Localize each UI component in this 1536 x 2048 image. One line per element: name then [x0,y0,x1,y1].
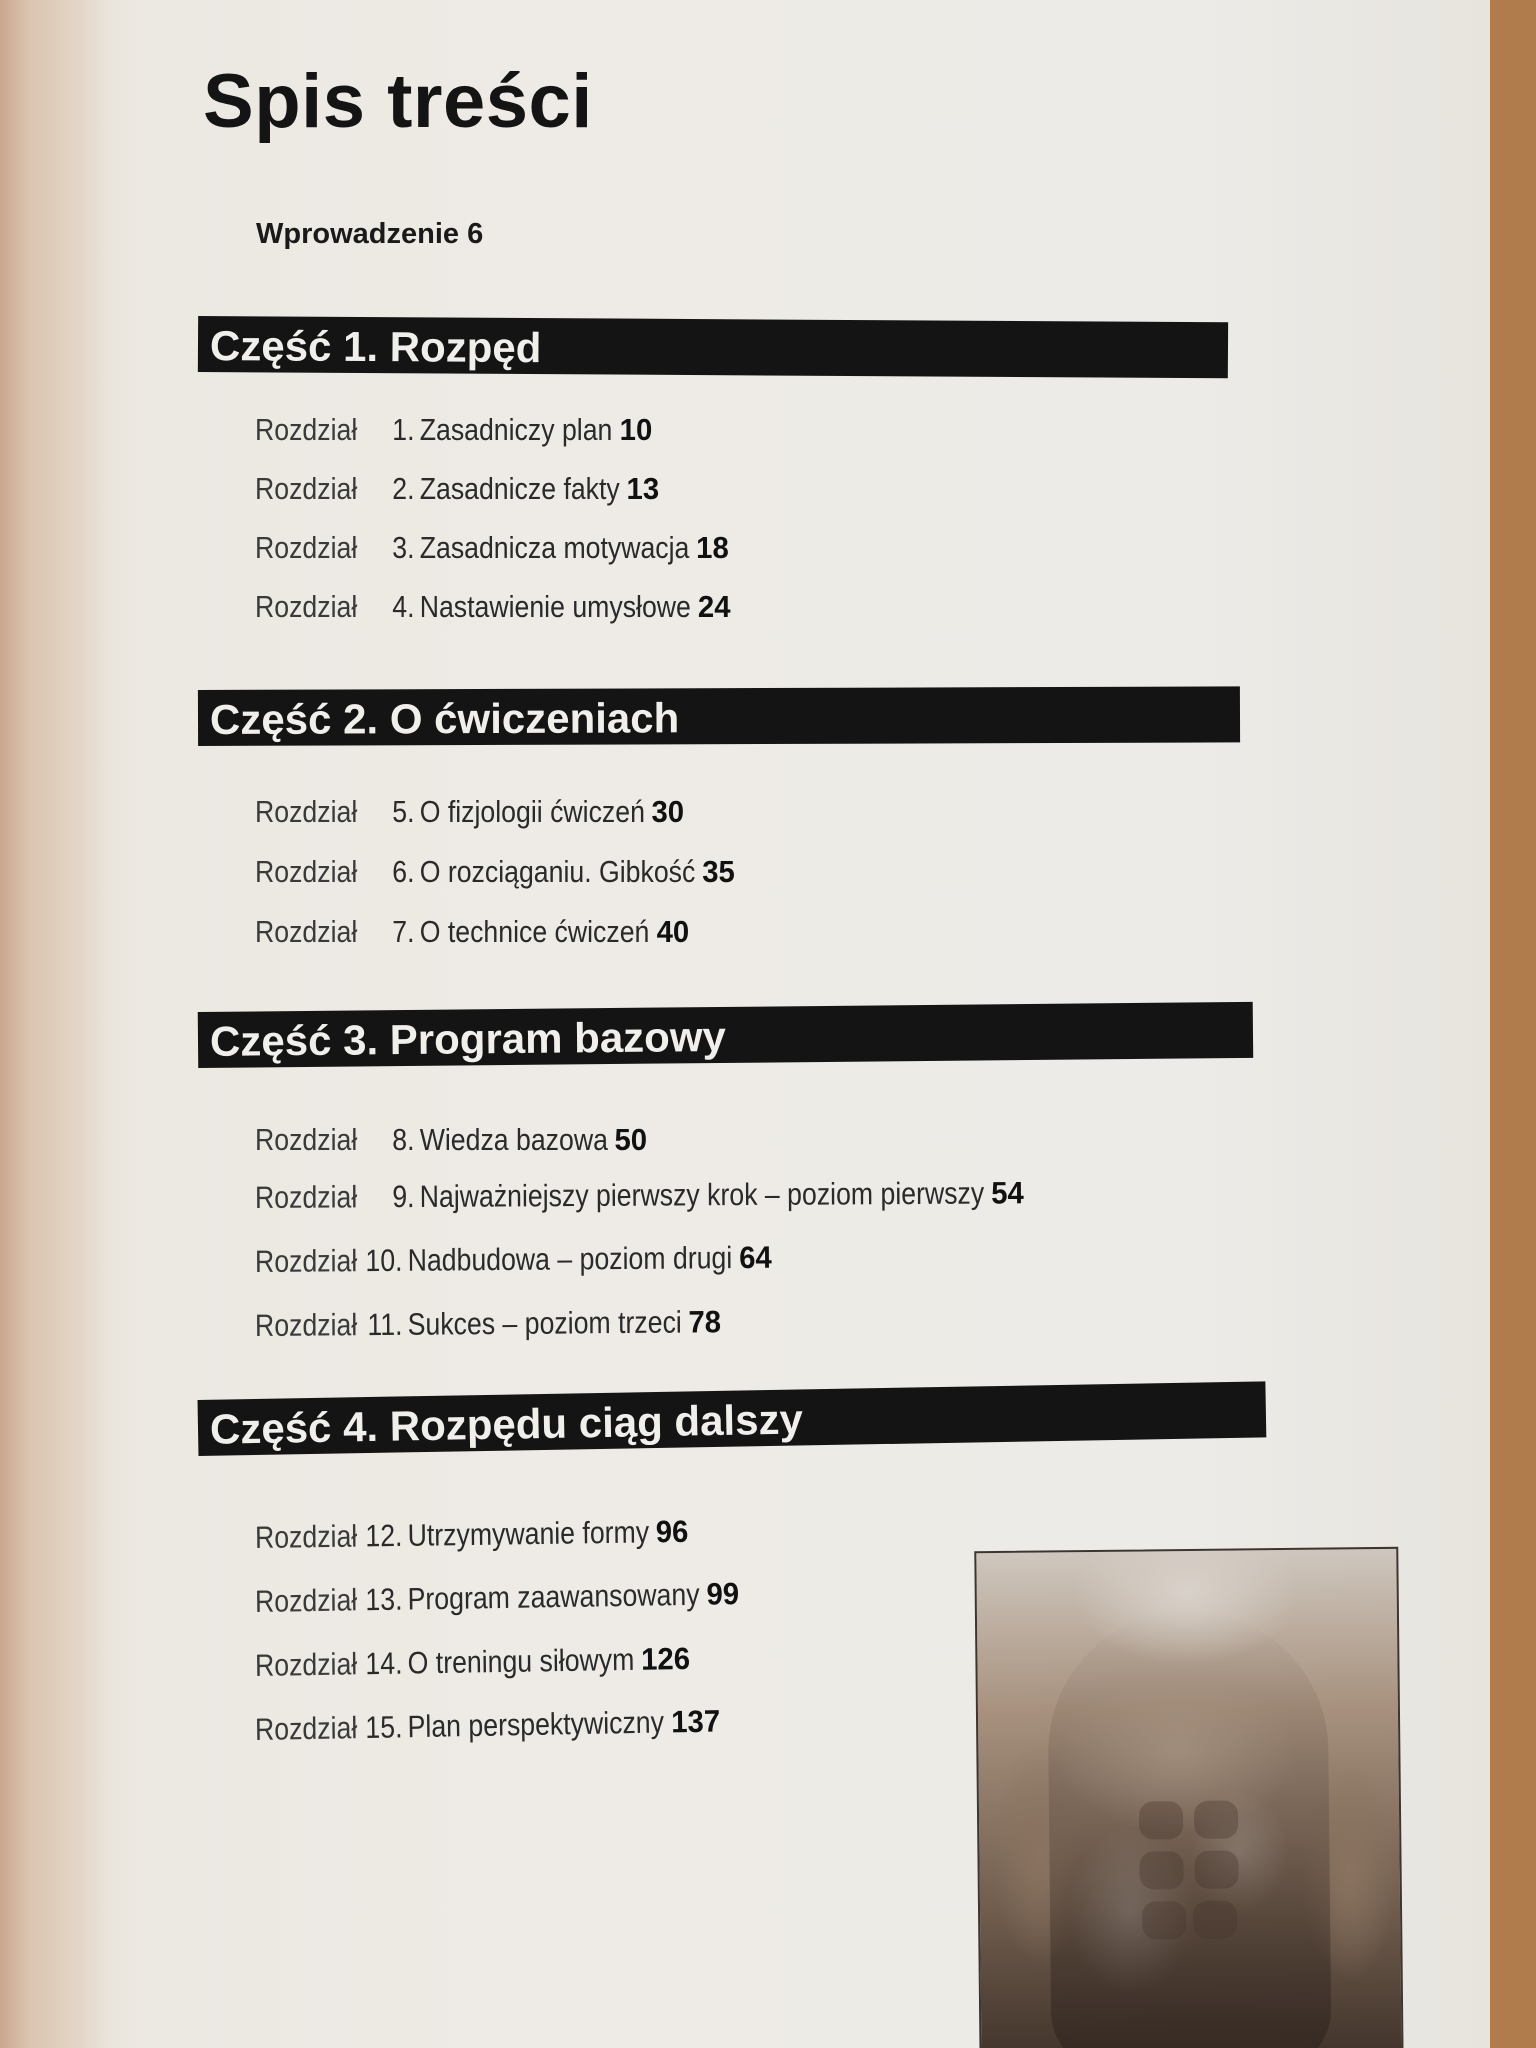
chapter-title: Utrzymywanie formy [407,1514,650,1553]
chapter-3 [255,530,729,566]
chapter-9 [254,1175,1024,1216]
chapter-title: Nadbudowa – poziom drugi [407,1240,733,1278]
chapter-14 [254,1640,691,1684]
chapter-number: 1. [392,412,415,447]
torso-photo [974,1547,1403,2048]
part-2-title: Część 2. O ćwiczeniach [209,694,680,743]
chapter-5 [255,794,685,830]
chapter-13 [254,1576,740,1620]
intro-page: 6 [467,218,484,250]
chapter-title: O fizjologii ćwiczeń [419,794,645,829]
chapter-title: O technice ćwiczeń [419,914,650,949]
chapter-word: Rozdział [255,530,358,565]
chapter-page: 64 [738,1239,772,1276]
photo-shading [1139,1851,1183,1889]
chapter-number: 8. [392,1122,415,1157]
chapter-title: Wiedza bazowa [419,1122,608,1157]
chapter-title: O treningu siłowym [407,1641,635,1681]
chapter-number: 3. [392,530,415,565]
chapter-number: 13. [365,1581,403,1618]
photo-shading [1194,1800,1238,1838]
chapter-page: 24 [697,589,731,624]
chapter-12 [254,1513,689,1556]
chapter-page: 30 [651,794,685,829]
chapter-page: 40 [656,914,689,949]
photo-shading [1193,1901,1237,1939]
chapter-word: Rozdział [255,471,358,506]
chapter-number: 4. [392,589,415,624]
chapter-title: Najważniejszy pierwszy krok – poziom pierwszy [419,1175,985,1214]
chapter-word: Rozdział [254,1307,358,1343]
chapter-page: 99 [706,1576,740,1612]
chapter-15 [254,1703,721,1748]
intro-label: Wprowadzenie [256,218,460,250]
chapter-word: Rozdział [254,1243,358,1279]
chapter-page: 50 [614,1122,648,1157]
part-3-title: Część 3. Program bazowy [209,1012,727,1065]
chapter-number: 2. [392,471,415,506]
chapter-page: 78 [688,1304,722,1340]
chapter-word: Rozdział [255,914,358,949]
photo-shading [1142,1901,1186,1939]
chapter-number: 12. [365,1517,403,1554]
chapter-number: 15. [365,1709,403,1745]
chapter-number: 10. [365,1242,403,1279]
chapter-title: Nastawienie umysłowe [419,589,691,624]
part-1-title: Część 1. Rozpęd [209,322,542,372]
chapter-word: Rozdział [255,412,358,447]
torso-shape [1047,1610,1332,2048]
intro-entry [256,218,483,251]
page-title: Spis treści [203,59,593,144]
chapter-number: 11. [367,1306,403,1343]
chapter-word: Rozdział [255,854,358,889]
part-1-header [198,316,1228,378]
chapter-word: Rozdział [255,1122,358,1157]
chapter-title: Zasadniczy plan [419,412,613,447]
chapter-word: Rozdział [255,794,358,829]
chapter-title: O rozciąganiu. Gibkość [419,854,696,889]
photo-shading [1194,1850,1238,1888]
chapter-word: Rozdział [254,1710,358,1747]
chapter-number: 6. [392,854,415,889]
chapter-number: 7. [392,914,415,949]
part-4-header [198,1381,1267,1456]
chapter-page: 96 [655,1513,689,1550]
chapter-title: Zasadnicza motywacja [419,530,690,565]
chapter-page: 35 [702,854,735,889]
chapter-number: 14. [365,1645,403,1682]
chapter-11 [254,1304,722,1344]
chapter-title: Zasadnicze fakty [419,471,620,506]
part-3-header [198,1002,1253,1068]
chapter-word: Rozdział [255,589,358,624]
part-4-title: Część 4. Rozpędu ciąg dalszy [209,1395,804,1453]
chapter-word: Rozdział [254,1518,358,1555]
chapter-6 [255,854,735,890]
chapter-page: 18 [696,530,729,565]
chapter-page: 126 [640,1640,691,1677]
chapter-10 [254,1239,772,1280]
photo-shading [1139,1801,1183,1839]
chapter-4 [255,589,731,625]
chapter-2 [255,471,660,507]
chapter-page: 54 [990,1175,1024,1211]
chapter-page: 10 [619,412,652,447]
chapter-word: Rozdział [254,1582,358,1619]
chapter-page: 137 [670,1703,721,1740]
chapter-title: Sukces – poziom trzeci [407,1304,682,1342]
chapter-number: 9. [392,1179,415,1215]
chapter-1 [255,412,652,448]
chapter-7 [255,914,689,950]
chapter-8 [255,1122,648,1158]
chapter-word: Rozdział [254,1646,358,1683]
part-2-header [198,686,1240,746]
chapter-number: 5. [392,794,415,829]
chapter-title: Plan perspektywiczny [407,1704,665,1745]
chapter-word: Rozdział [254,1179,358,1215]
chapter-title: Program zaawansowany [407,1576,700,1617]
chapter-page: 13 [626,471,660,506]
page-edge-shadow [0,0,110,2048]
